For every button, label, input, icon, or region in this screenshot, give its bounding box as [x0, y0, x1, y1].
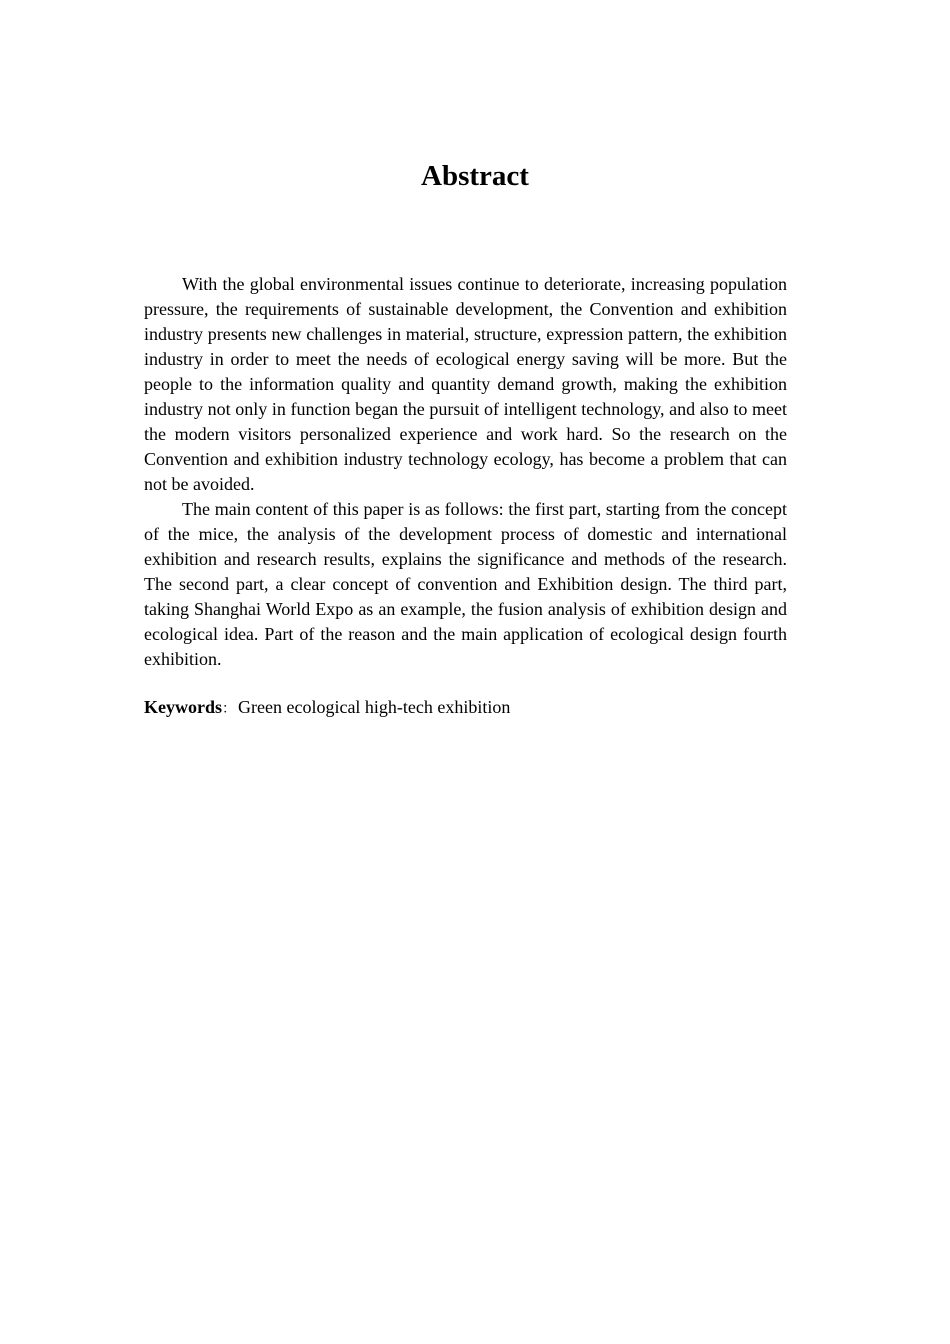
- abstract-body: [144, 272, 787, 672]
- keywords-line: [144, 695, 787, 722]
- abstract-title: Abstract: [421, 160, 529, 192]
- abstract-paragraph-2: The main content of this paper is as follows: the first part, starting from the concept of the mice, the analysis of the development process of domestic and international exhibition and research results, explains the significance and methods of the research. The second part, a clear concept of convention and Exhibition design. The third part, taking Shanghai World Expo as an example, the fusion analysis of exhibition design and ecological idea. Part of the reason and the main application of ecological design fourth exhibition.: [144, 499, 787, 669]
- keywords-label: Keywords: [144, 697, 222, 717]
- keywords-separator: ：: [222, 701, 236, 717]
- keywords-value: Green ecological high-tech exhibition: [238, 697, 511, 717]
- abstract-paragraph-1: With the global environmental issues continue to deteriorate, increasing population pressure, the requirements of sustainable development, the Convention and exhibition industry presents new challenges in material, structure, expression pattern, the exhibition industry in order to meet the needs of ecological energy saving will be more. But the people to the information quality and quantity demand growth, making the exhibition industry not only in function began the pursuit of intelligent technology, and also to meet the modern visitors personalized experience and work hard. So the research on the Convention and exhibition industry technology ecology, has become a problem that can not be avoided.: [144, 274, 787, 494]
